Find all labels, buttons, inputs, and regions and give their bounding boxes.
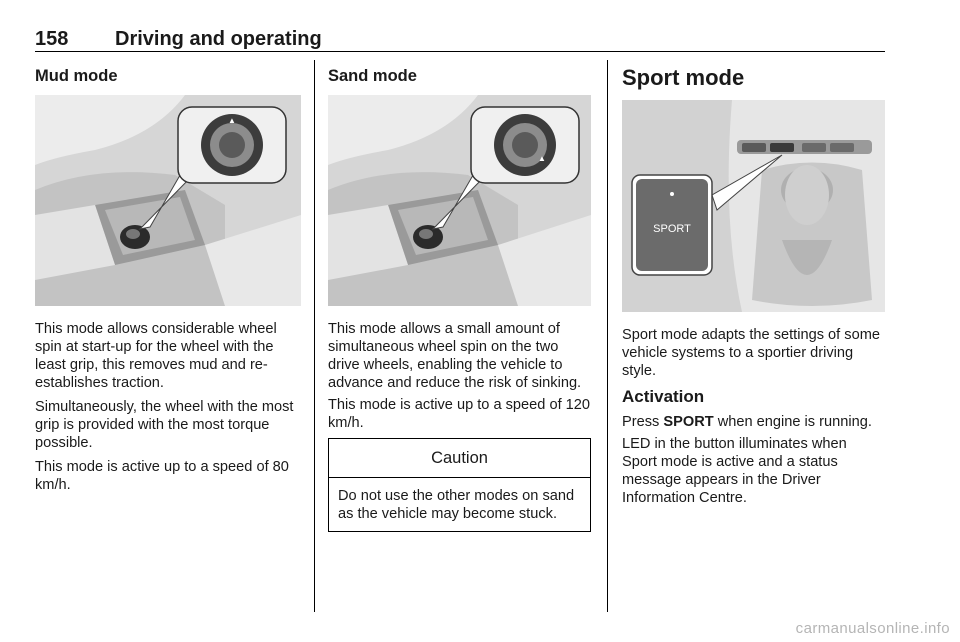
mud-mode-title: Mud mode bbox=[35, 67, 118, 85]
caution-heading: Caution bbox=[329, 439, 590, 478]
sport-mode-intro: Sport mode adapts the settings of some vehicle systems to a sportier driving style. bbox=[622, 327, 880, 379]
caution-text: Do not use the other modes on sand as the vehicle may become stuck. bbox=[338, 488, 575, 522]
sand-mode-paragraph: This mode allows a small amount of simultaneous wheel spin on the two drive wheels, enabling the vehicle to advance and reduce the risk of sinking. bbox=[328, 321, 582, 391]
sand-mode-column bbox=[328, 66, 591, 532]
mud-mode-column bbox=[35, 66, 301, 500]
sport-button-label: SPORT bbox=[653, 223, 691, 235]
watermark: carmanualsonline.info bbox=[795, 620, 950, 637]
section-title: Driving and operating bbox=[115, 28, 322, 50]
mud-mode-paragraph: This mode is active up to a speed of 80 km/h. bbox=[35, 459, 289, 493]
mud-mode-selector-illustration bbox=[35, 95, 301, 306]
activation-instruction: Press SPORT when engine is running. bbox=[622, 414, 872, 430]
page-number: 158 bbox=[35, 28, 69, 50]
mud-mode-paragraph: Simultaneously, the wheel with the most grip is provided with the most torque possible. bbox=[35, 399, 294, 451]
svg-text:▲: ▲ bbox=[228, 116, 236, 125]
column-divider bbox=[607, 60, 608, 612]
column-divider bbox=[314, 60, 315, 612]
sand-mode-title: Sand mode bbox=[328, 67, 417, 85]
sand-mode-selector-illustration bbox=[328, 95, 591, 306]
svg-text:▲: ▲ bbox=[538, 154, 546, 163]
sport-button-illustration bbox=[622, 100, 885, 312]
led-description: LED in the button illuminates when Sport mode is active and a status message appears in the Driver Information Centre. bbox=[622, 436, 847, 506]
sport-mode-column bbox=[622, 64, 885, 513]
sport-keyword: SPORT bbox=[663, 414, 714, 430]
sport-mode-title: Sport mode bbox=[622, 65, 745, 90]
mud-mode-paragraph: This mode allows considerable wheel spin at start-up for the wheel with the least grip, this removes mud and re-establishes traction. bbox=[35, 321, 277, 391]
caution-box bbox=[328, 438, 591, 532]
page-header bbox=[35, 28, 885, 52]
activation-heading: Activation bbox=[622, 387, 705, 406]
sand-mode-paragraph: This mode is active up to a speed of 120 km/h. bbox=[328, 397, 591, 431]
